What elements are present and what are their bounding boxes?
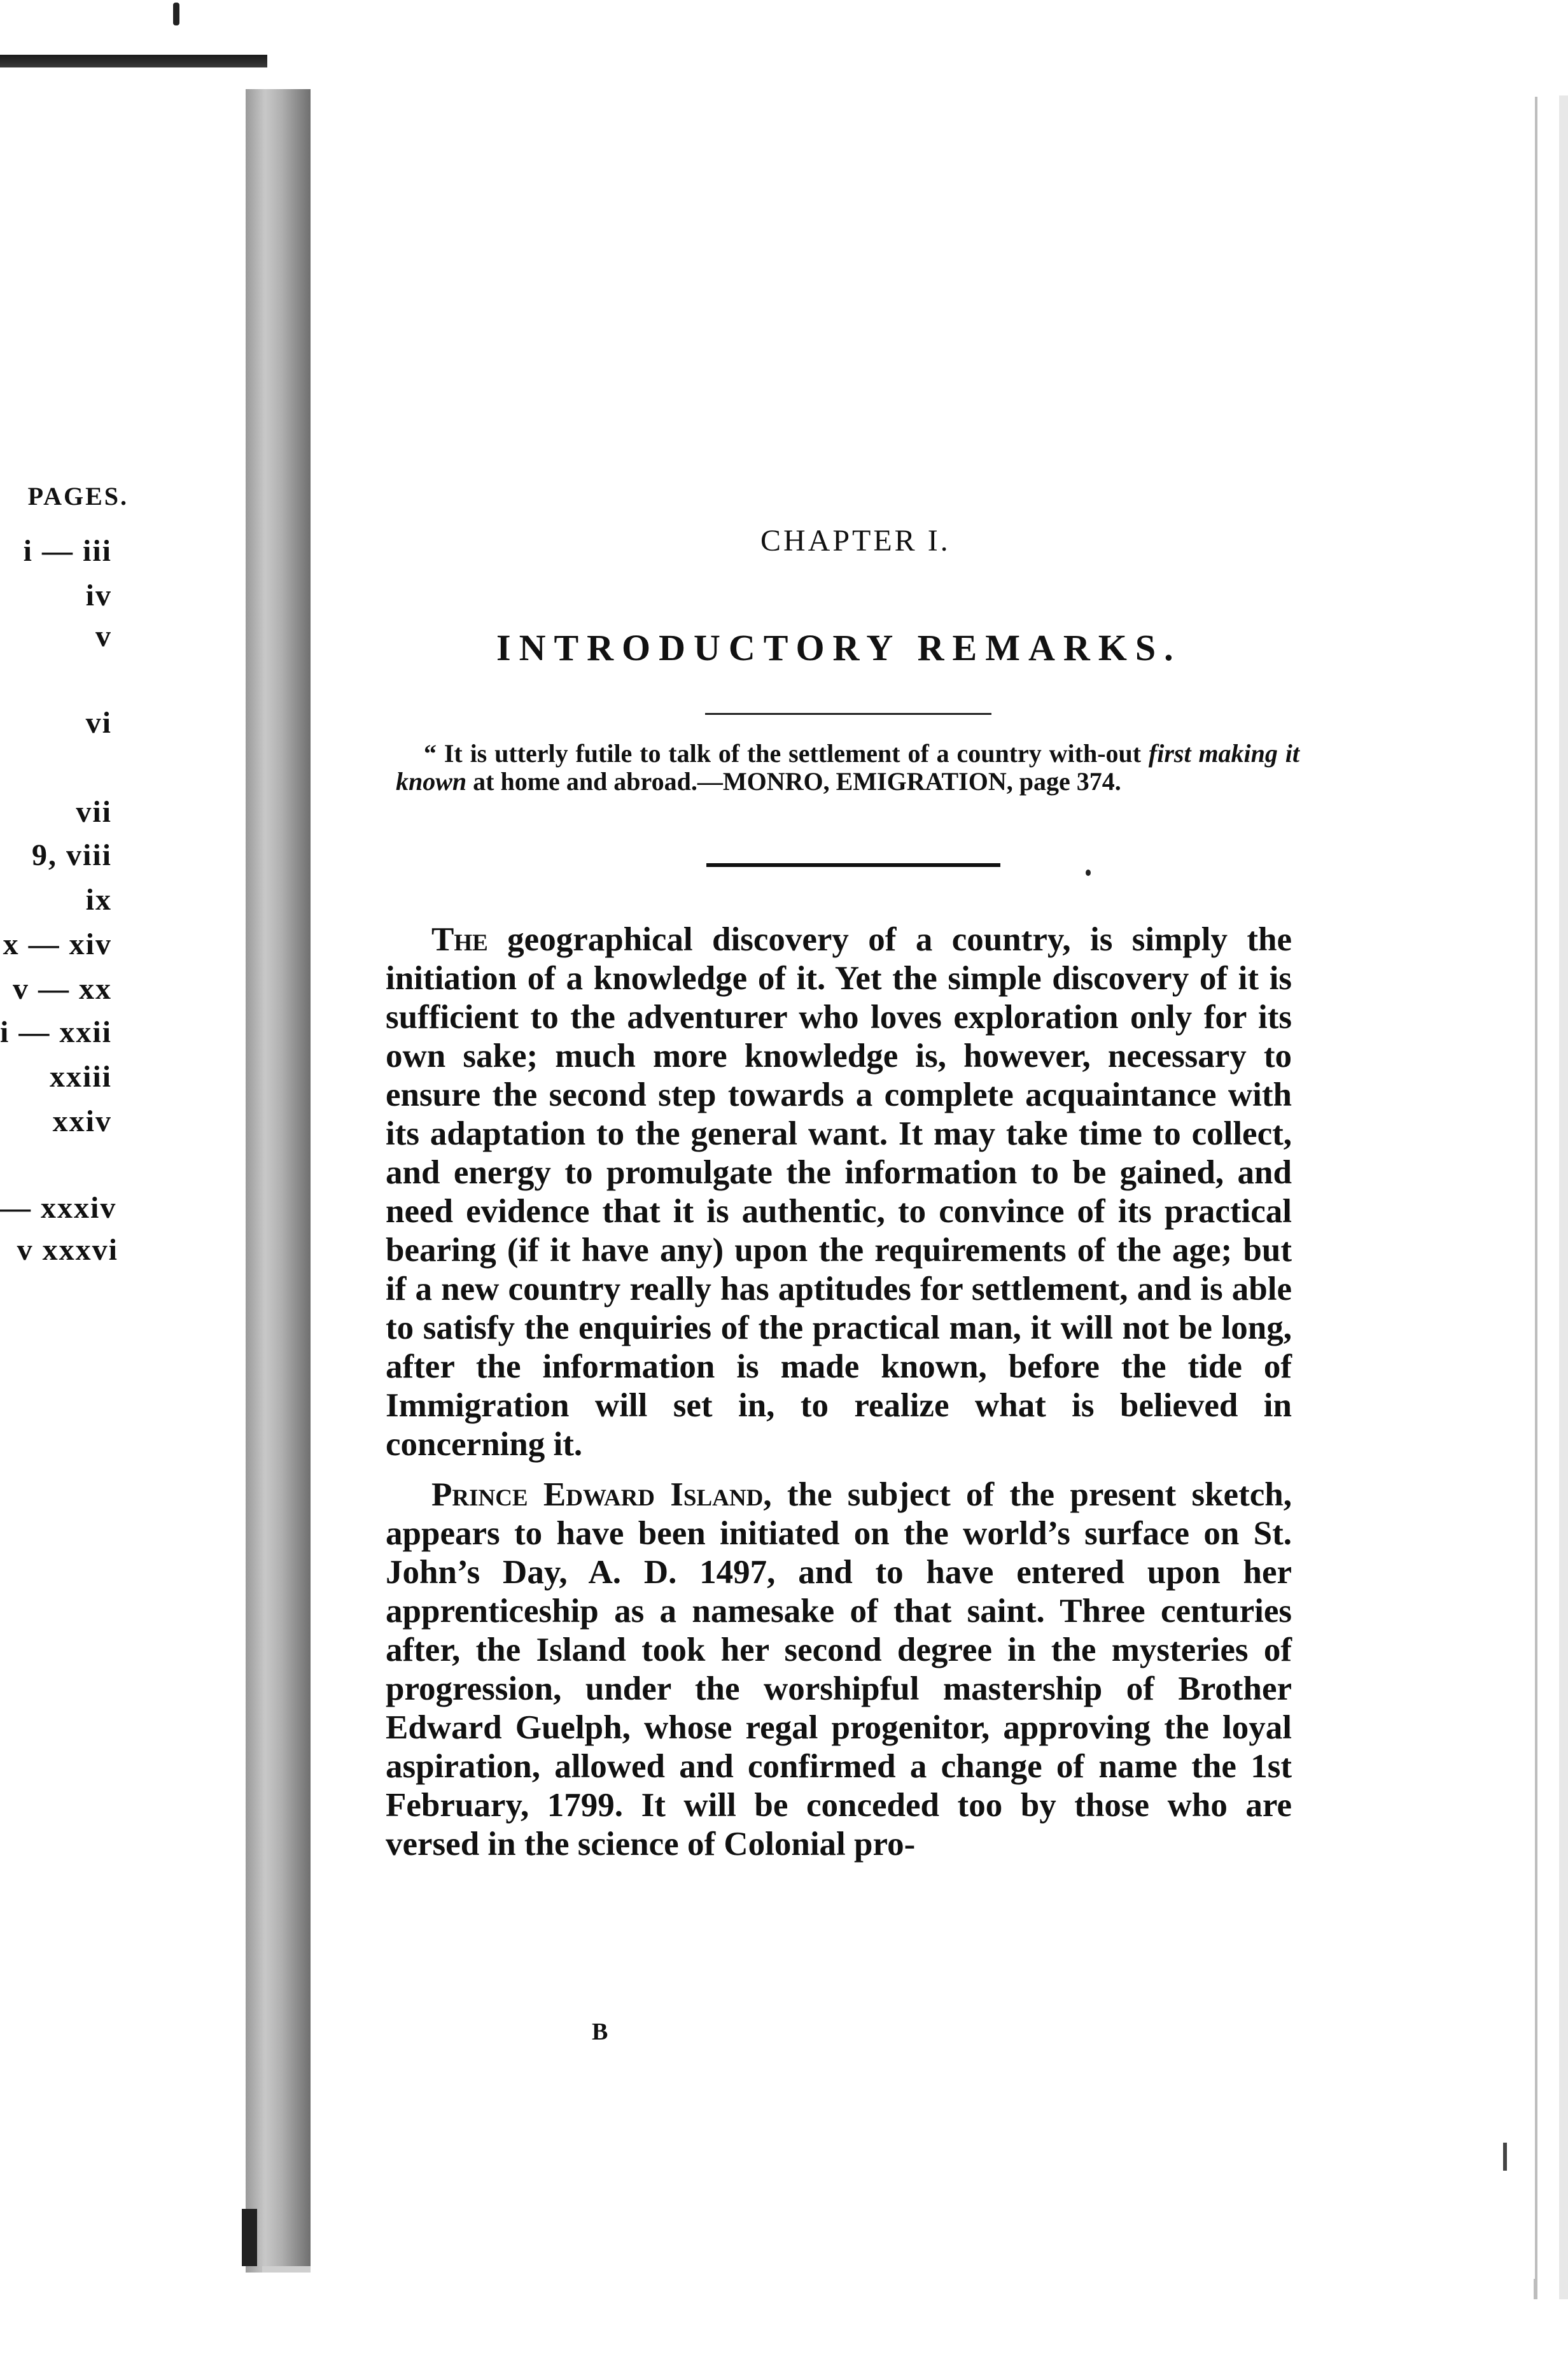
paragraph — [386, 920, 1292, 1464]
edge-speck — [1503, 2143, 1507, 2171]
toc-entry: vii — [76, 795, 112, 829]
toc-entry: 9, viii — [31, 838, 112, 872]
toc-entry: xxiii — [49, 1060, 112, 1094]
toc-entry: xxiv — [52, 1104, 112, 1138]
toc-entry: i — xxii — [0, 1015, 113, 1049]
paragraph-text: geographical discovery of a country, is simply the initiation of a knowledge of it. Yet the simple discovery of it is sufficient to the adventurer who loves exploration only for its own sake; much more knowledge is, however, necessary to ensure the second step towards a complete acquaintance with its adaptation to the general want. It may take time to collect, and energy to promulgate the information to be gained, and need evidence that it is authentic, to convince of its practical bearing (if it have any) upon the requirements of the age; but if a new country really has aptitudes for settlement, and is able to satisfy the enquiries of the practical man, it will not be long, after the information is made known, before the tide of Immigration will set in, to realize what is believed in concerning it. — [386, 921, 1292, 1463]
epigraph-citation: at home and abroad.—MONRO, EMIGRATION, page 374. — [466, 767, 1121, 796]
toc-entry: vi — [85, 706, 112, 740]
epigraph-text: “ It is utterly futile to talk of the settlement of a country with-out — [424, 739, 1149, 768]
toc-entry: v — xx — [13, 972, 112, 1006]
scan-top-mark — [173, 3, 179, 25]
toc-entry: — xxxiv — [0, 1191, 117, 1225]
toc-pages-heading: PAGES. — [27, 482, 129, 511]
toc-entry: iv — [85, 579, 112, 612]
left-facing-page — [0, 76, 246, 2266]
paragraph-lead: Prince Edward Island, — [431, 1476, 772, 1513]
page-right-edge — [1559, 95, 1568, 2311]
title-divider — [705, 713, 991, 715]
toc-entry: i — iii — [23, 534, 112, 568]
toc-entry: v xxxvi — [17, 1233, 118, 1267]
epigraph-italic: first making it known — [396, 739, 1299, 796]
paragraph-text: the subject of the present sketch, appears to have been initiated on the world’s surface on St. John’s Day, A. D. 1497, and to have entered upon her apprenticeship as a namesake of that saint. Three centuries after, the Island took her second degree in the mysteries of progression, under the worshipful mastership of Brother Edward Guelph, whose regal progenitor, approving the loyal aspiration, allowed and confirmed a change of name the 1st February, 1799. It will be conceded too by those who are versed in the science of Colonial pro- — [386, 1476, 1292, 1863]
toc-entry: v — [95, 619, 112, 653]
chapter-title: INTRODUCTORY REMARKS. — [496, 627, 1182, 668]
chapter-body — [386, 920, 1292, 1875]
epigraph — [396, 740, 1299, 796]
paragraph-lead: The — [431, 921, 488, 958]
scan-top-rule — [0, 55, 267, 67]
paragraph — [386, 1476, 1292, 1864]
binding-gutter — [246, 89, 311, 2273]
chapter-number: CHAPTER I. — [760, 524, 951, 558]
scan-bottom-margin — [0, 2299, 1568, 2368]
toc-entry: ix — [85, 883, 112, 917]
signature-mark: B — [592, 2019, 610, 2045]
ink-speck — [1086, 870, 1091, 876]
binding-gutter-shadow — [242, 2209, 257, 2266]
epigraph-divider — [706, 863, 1000, 867]
toc-entry: x — xiv — [3, 927, 112, 961]
